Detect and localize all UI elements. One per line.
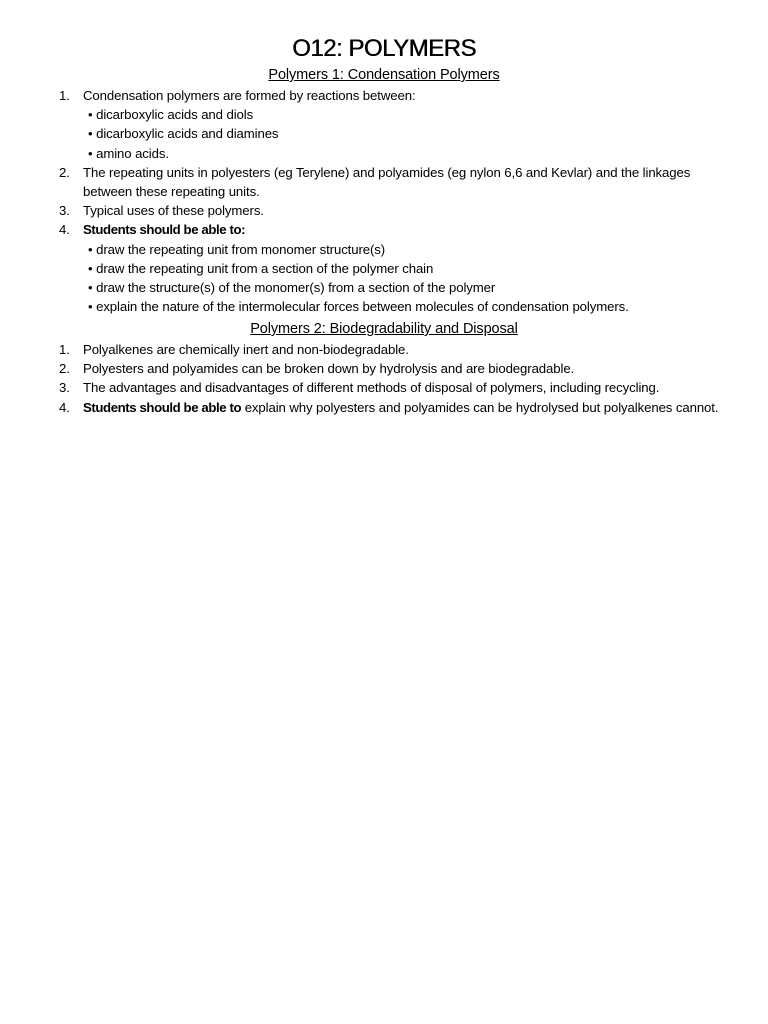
- item-text: Typical uses of these polymers.: [83, 203, 264, 219]
- bullet-text: • draw the repeating unit from a section of the polymer chain: [88, 260, 434, 276]
- item-text: The repeating units in polyesters (eg Terylene) and polyamides (eg nylon 6,6 and Kevlar) and the linkages between these repeating units.: [83, 164, 691, 199]
- bullet-item: [0, 105, 768, 124]
- bullet-text: • amino acids.: [88, 145, 169, 161]
- list-item: [0, 163, 768, 201]
- item-bold-text: Students should be able to:: [83, 222, 246, 238]
- item-text: Polyalkenes are chemically inert and non-biodegradable.: [83, 342, 409, 357]
- item-text: Polyesters and polyamides can be broken down by hydrolysis and are biodegradable.: [83, 361, 575, 377]
- bullet-item: [0, 297, 768, 316]
- item-number: 3.: [59, 380, 70, 396]
- list-item: [0, 378, 768, 397]
- list-item: [0, 201, 768, 220]
- bullet-item: [0, 240, 768, 259]
- bullet-text: • draw the structure(s) of the monomer(s) from a section of the polymer: [88, 279, 496, 295]
- item-text: [83, 398, 734, 417]
- bullet-item: [0, 144, 768, 163]
- list-item: [0, 398, 768, 417]
- item-number: 1.: [59, 342, 70, 357]
- bullet-text: • draw the repeating unit from monomer structure(s): [88, 241, 386, 257]
- item-number: 4.: [59, 222, 70, 238]
- item-rest-text: explain why polyesters and polyamides can be hydrolysed but polyalkenes cannot.: [241, 399, 719, 415]
- item-number: 1.: [59, 88, 70, 103]
- section-heading-biodegradability: Polymers 2: Biodegradability and Disposal: [250, 321, 518, 337]
- item-number: 2.: [59, 164, 70, 180]
- bullet-item: [0, 278, 768, 297]
- item-text: The advantages and disadvantages of different methods of disposal of polymers, including recycling.: [83, 380, 660, 396]
- item-text: Condensation polymers are formed by reactions between:: [83, 88, 416, 103]
- page-title: O12: POLYMERS: [292, 35, 476, 62]
- bullet-text: • dicarboxylic acids and diamines: [88, 126, 279, 142]
- list-item: [0, 340, 768, 359]
- item-number: 3.: [59, 203, 70, 219]
- section-2-list: [0, 340, 768, 417]
- item-number: 2.: [59, 361, 70, 377]
- bullet-text: • dicarboxylic acids and diols: [88, 107, 254, 123]
- section-heading-condensation-polymers: Polymers 1: Condensation Polymers: [268, 67, 500, 83]
- bullet-item: [0, 259, 768, 278]
- bullet-text: • explain the nature of the intermolecular forces between molecules of condensation polymers.: [88, 299, 629, 315]
- item-bold-text: Students should be able to: [83, 399, 242, 415]
- list-item: [0, 86, 768, 105]
- bullet-item: [0, 124, 768, 143]
- list-item: [0, 220, 768, 239]
- list-item: [0, 359, 768, 378]
- section-1-list: [0, 86, 768, 316]
- item-number: 4.: [59, 399, 70, 415]
